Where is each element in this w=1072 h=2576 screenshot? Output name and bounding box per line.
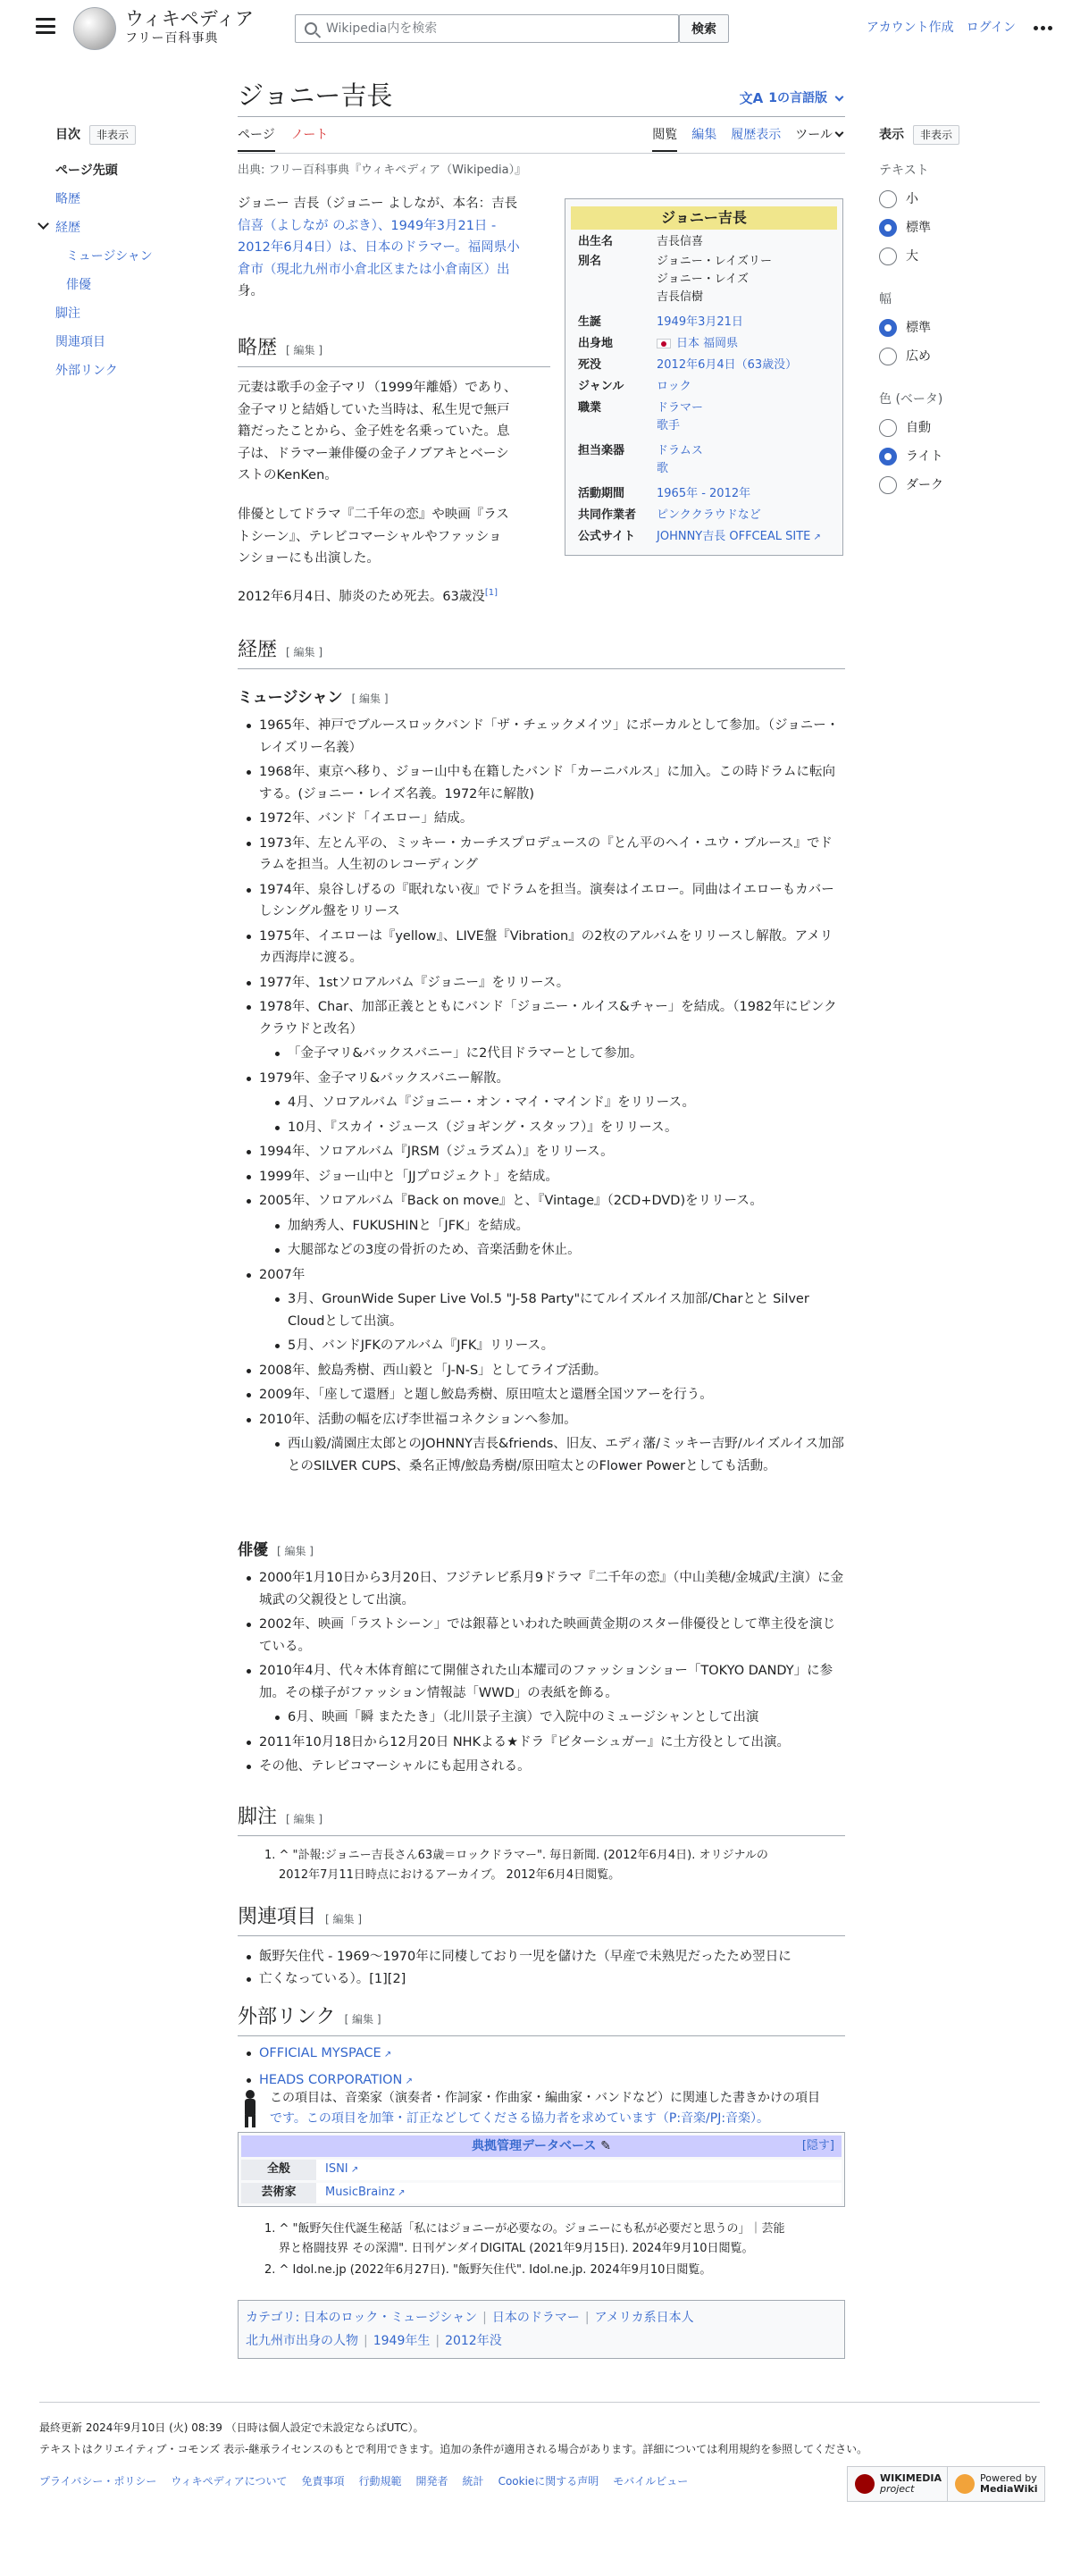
infobox-row bbox=[578, 357, 837, 374]
radio-button[interactable] bbox=[879, 348, 897, 365]
width-wide-radio[interactable] bbox=[879, 347, 931, 366]
search-box bbox=[295, 14, 679, 43]
bio-paragraph-3 bbox=[238, 586, 550, 608]
radio-label: 広め bbox=[906, 349, 931, 364]
heading-text: 経歴 bbox=[238, 639, 278, 661]
infobox-label bbox=[578, 289, 657, 306]
category-separator: | bbox=[482, 2311, 487, 2325]
reference-line: 界と格闘技界 その深淵". 日刊ゲンダイDIGITAL (2021年9月15日). 2024年9月10日閲覧。 bbox=[279, 2242, 754, 2255]
user-links bbox=[867, 18, 1052, 38]
footer-link-code-of-conduct[interactable]: 行動規範 bbox=[358, 2475, 402, 2488]
list-item-continued bbox=[238, 1968, 845, 1991]
intro-paragraph bbox=[238, 193, 550, 303]
toc-item-external-links[interactable]: 外部リンク bbox=[55, 364, 118, 378]
appearance-title: 表示 bbox=[879, 128, 904, 142]
title-divider bbox=[238, 116, 845, 117]
radio-label: 標準 bbox=[906, 221, 931, 235]
authority-value[interactable]: MusicBrainz ↗ bbox=[316, 2183, 842, 2203]
toc-item-bio[interactable]: 略歴 bbox=[55, 192, 80, 206]
infobox-value[interactable]: 1949年3月21日 bbox=[657, 315, 743, 329]
page-title: ジョニー吉長 bbox=[238, 80, 393, 111]
list-item: 10月、『スカイ・ジュース（ジョギング・スタッフ）』をリリース。 bbox=[238, 1117, 845, 1139]
infobox-row bbox=[578, 289, 837, 306]
list-item: 2000年1月10日から3月20日、フジテレビ系月9ドラマ『二千年の恋』（中山美穂/金城武/主演）に金城武の父親役として出演。 bbox=[238, 1567, 845, 1611]
related-line: 亡くなっている）。[1][2] bbox=[259, 1971, 406, 1986]
footer-divider bbox=[39, 2402, 1040, 2403]
musician-list bbox=[238, 715, 845, 1480]
color-dark-radio[interactable] bbox=[879, 475, 943, 495]
list-item: 1977年、1stソロアルバム『ジョニー』をリリース。 bbox=[238, 972, 845, 994]
infobox-label: 出身地 bbox=[578, 337, 614, 350]
infobox-title: ジョニー吉長 bbox=[571, 206, 837, 230]
footer-links bbox=[39, 2473, 688, 2490]
heads-corporation-link[interactable]: HEADS CORPORATION ↗ bbox=[259, 2073, 413, 2087]
infobox-row bbox=[578, 335, 837, 353]
edit-section-link[interactable]: [ 編集 ] bbox=[344, 2013, 381, 2026]
section-heading-musician bbox=[238, 686, 389, 710]
mediawiki-badge[interactable] bbox=[947, 2466, 1045, 2502]
infobox-row bbox=[578, 271, 837, 289]
edit-section-link[interactable]: [ 編集 ] bbox=[351, 692, 389, 705]
footer-link-mobile[interactable]: モバイルビュー bbox=[613, 2475, 689, 2488]
infobox-value: ジョニー・レイズ bbox=[657, 273, 749, 286]
heading-text: 略歴 bbox=[238, 337, 278, 359]
create-account-link[interactable]: アカウント作成 bbox=[866, 21, 954, 35]
list-item: 1968年、東京へ移り、ジョー山中も在籍したバンド「カーニバルス」に加入。この時ドラムに転向する。(ジョニー・レイズ名義。1972年に解散) bbox=[238, 761, 845, 805]
list-item: 2002年、映画「ラストシーン」では銀幕といわれた映画黄金期のスター俳優役として準主役を演じている。 bbox=[238, 1614, 845, 1657]
logo-title: ウィキペディア bbox=[125, 8, 255, 29]
infobox-value: 吉長信喜 bbox=[657, 235, 704, 248]
infobox-row bbox=[578, 442, 837, 460]
section-heading-bio bbox=[238, 334, 550, 367]
width-standard-radio[interactable] bbox=[879, 318, 931, 338]
bio-line: 2012年6月4日、肺炎のため死去。63歳没 bbox=[238, 590, 485, 604]
infobox-value[interactable]: ピンククラウドなど bbox=[657, 508, 761, 522]
infobox-value: ジョニー・レイズリー bbox=[657, 255, 772, 268]
badge-line: WIKIMEDIA bbox=[880, 2472, 942, 2484]
bio-line: 子は、ドラマー兼俳優の金子ノブアキとベーシ bbox=[238, 446, 509, 461]
site-header bbox=[0, 0, 1072, 59]
list-item: 「金子マリ&バックスバニー」に2代目ドラマーとして参加。 bbox=[238, 1043, 845, 1065]
chevron-down-icon bbox=[835, 129, 844, 138]
radio-button[interactable] bbox=[879, 248, 897, 265]
infobox-row bbox=[578, 314, 837, 331]
infobox-label: 別名 bbox=[578, 255, 602, 268]
badge-line: MediaWiki bbox=[980, 2483, 1038, 2495]
reference-link[interactable]: [1] bbox=[484, 588, 498, 599]
bio-paragraph-1 bbox=[238, 377, 550, 487]
infobox-label bbox=[578, 417, 657, 435]
radio-button-selected[interactable] bbox=[879, 448, 897, 466]
translate-icon: 文A bbox=[739, 90, 764, 106]
category-box bbox=[238, 2300, 845, 2359]
infobox-value[interactable]: ロック bbox=[657, 380, 691, 393]
tab-tools[interactable] bbox=[795, 125, 845, 152]
infobox-label: 共同作業者 bbox=[578, 508, 637, 522]
chevron-down-icon bbox=[835, 93, 844, 102]
list-item: 2008年、鮫島秀樹、西山毅と「J-N-S」としてライブ活動。 bbox=[238, 1360, 845, 1382]
infobox-label: ジャンル bbox=[578, 380, 624, 393]
infobox-value[interactable]: ドラムス bbox=[657, 444, 703, 457]
section-heading-actor bbox=[238, 1539, 314, 1563]
section-heading-notes bbox=[238, 1803, 845, 1836]
list-item: 3月、GrounWide Super Live Vol.5 "J-58 Party"にてルイズルイス加部/Charとと Silver Cloudとして出演。 bbox=[238, 1288, 845, 1332]
list-item: 1994年、ソロアルバム『JRSM（ジュラズム）』をリリース。 bbox=[238, 1141, 845, 1163]
stub-text bbox=[270, 2088, 820, 2129]
intro-line[interactable]: 倉市（現北九州市小倉北区または小倉南区）出 bbox=[238, 262, 510, 277]
infobox-label: 担当楽器 bbox=[578, 444, 625, 457]
logo-tagline: フリー百科事典 bbox=[125, 31, 219, 46]
infobox-row bbox=[578, 399, 837, 417]
infobox-value[interactable]: 歌手 bbox=[657, 419, 681, 432]
edit-section-link[interactable]: [ 編集 ] bbox=[325, 1913, 363, 1926]
text-size-large-radio[interactable] bbox=[879, 247, 918, 266]
list-item: 2010年4月、代々木体育館にて開催された山本耀司のファッションショー「TOKYO DANDY」に参加。その様子がファッション情報誌「WWD」の表紙を飾る。 bbox=[238, 1660, 845, 1704]
official-myspace-link[interactable]: OFFICIAL MYSPACE ↗ bbox=[259, 2046, 391, 2060]
tab-history[interactable]: 履歴表示 bbox=[731, 128, 782, 142]
text-size-standard-radio[interactable] bbox=[879, 218, 931, 238]
appearance-hide-button[interactable]: 非表示 bbox=[913, 125, 959, 145]
footer-link-about[interactable]: ウィキペディアについて bbox=[171, 2475, 288, 2488]
infobox-label: 出生名 bbox=[578, 235, 614, 248]
radio-label: 標準 bbox=[906, 321, 931, 335]
infobox-label bbox=[578, 271, 657, 289]
badge-line: project bbox=[880, 2483, 915, 2495]
section-heading-related bbox=[238, 1903, 845, 1936]
toc-item-related[interactable]: 関連項目 bbox=[55, 335, 105, 349]
toc-item-musician[interactable]: ミュージシャン bbox=[66, 249, 153, 264]
wikipedia-globe-logo[interactable] bbox=[73, 7, 116, 50]
infobox-value[interactable] bbox=[657, 335, 837, 353]
infobox-row bbox=[578, 460, 837, 478]
authority-label: 芸術家 bbox=[241, 2183, 316, 2203]
infobox-label: 職業 bbox=[578, 401, 602, 415]
main-menu-icon[interactable] bbox=[36, 18, 55, 34]
toc-item-actor[interactable]: 俳優 bbox=[66, 278, 91, 292]
namespace-tabs bbox=[238, 125, 328, 152]
toc-item-career[interactable]: 経歴 bbox=[55, 221, 80, 235]
footer-link-disclaimer[interactable]: 免責事項 bbox=[301, 2475, 345, 2488]
intro-line: 身。 bbox=[238, 284, 264, 298]
badge-line: Powered by bbox=[980, 2472, 1037, 2484]
category-separator: | bbox=[435, 2334, 440, 2348]
toc-item-notes[interactable]: 脚注 bbox=[55, 306, 80, 321]
source-note: 出典: フリー百科事典『ウィキペディア（Wikipedia）』 bbox=[238, 164, 527, 177]
color-label: 色 (ベータ) bbox=[879, 392, 943, 407]
toc-item-top[interactable]: ページ先頭 bbox=[55, 164, 118, 178]
list-item: 1973年、左とん平の、ミッキー・カーチスプロデュースの『とん平のヘイ・ユウ・ブルース』でドラムを担当。人生初のレコーディング bbox=[238, 833, 845, 877]
infobox-label: 活動期間 bbox=[578, 487, 625, 500]
tabs-divider bbox=[238, 153, 845, 154]
table-of-contents bbox=[55, 125, 198, 378]
edit-section-link[interactable]: [ 編集 ] bbox=[286, 344, 323, 357]
list-item: 1972年、バンド「イエロー」結成。 bbox=[238, 808, 845, 830]
footer-link-cookies[interactable]: Cookieに関する声明 bbox=[498, 2475, 599, 2488]
search-input[interactable] bbox=[324, 16, 678, 41]
category-link[interactable]: 2012年没 bbox=[445, 2334, 502, 2348]
list-item: 1974年、泉谷しげるの『眠れない夜』でドラムを担当。演奏はイエロー。同曲はイエローもカバーしシングル盤をリリース bbox=[238, 879, 845, 923]
edit-section-link[interactable]: [ 編集 ] bbox=[286, 1813, 323, 1825]
intro-line[interactable]: 2012年6月4日）は、日本のドラマー。福岡県小 bbox=[238, 240, 520, 255]
authority-row bbox=[241, 2160, 842, 2180]
list-item: 加納秀人、FUKUSHINと「JFK」を結成。 bbox=[238, 1215, 845, 1238]
heading-text: 俳優 bbox=[238, 1541, 268, 1559]
heading-text: ミュージシャン bbox=[238, 689, 343, 707]
list-item: 飯野矢住代 - 1969〜1970年に同棲しており一児を儲けた（早産で未熟児だったため翌日に bbox=[238, 1946, 845, 1968]
list-item: 2005年、ソロアルバム『Back on move』と、『Vintage』（2CD+DVD)をリリース。 bbox=[238, 1190, 845, 1212]
list-item bbox=[238, 2043, 845, 2067]
bio-line: 元妻は歌手の金子マリ（1999年離婚）であり、 bbox=[238, 381, 517, 395]
reference-line[interactable]: 1. ^ "飯野矢住代誕生秘話「私にはジョニーが必要なの。ジョニーにも私が必要だと思うの」｜芸能 bbox=[264, 2222, 785, 2236]
tab-note[interactable]: ノート bbox=[290, 128, 329, 142]
tab-page[interactable]: ページ bbox=[238, 125, 275, 152]
category-separator: | bbox=[584, 2311, 590, 2325]
authority-row bbox=[241, 2183, 842, 2203]
list-item: 西山毅/満園庄太郎とのJOHNNY吉長&friends、旧友、エディ藩/ミッキー吉野/ルイズルイス加部とのSILVER CUPS、桑名正博/鮫島秀樹/原田喧太とのFlower Powerとしても活動。 bbox=[238, 1433, 845, 1477]
toc-header bbox=[55, 125, 198, 145]
radio-button-selected[interactable] bbox=[879, 319, 897, 337]
badge-text bbox=[980, 2473, 1037, 2495]
infobox bbox=[565, 198, 843, 556]
radio-button-selected[interactable] bbox=[879, 219, 897, 237]
more-options-icon[interactable] bbox=[1034, 26, 1052, 30]
tab-read[interactable]: 閲覧 bbox=[652, 125, 677, 152]
width-label: 幅 bbox=[879, 292, 892, 306]
infobox-row bbox=[578, 528, 837, 547]
radio-button[interactable] bbox=[879, 190, 897, 208]
authority-label: 全般 bbox=[241, 2160, 316, 2180]
bio-paragraph-2 bbox=[238, 504, 550, 570]
infobox-value[interactable]: 1965年 - 2012年 bbox=[657, 487, 751, 500]
authority-value[interactable]: ISNI ↗ bbox=[316, 2160, 842, 2180]
related-list bbox=[238, 1946, 845, 1993]
category-link[interactable]: 日本のドラマー bbox=[491, 2311, 580, 2325]
intro-line: ジョニー 吉長（ジョニー よしなが、本名：吉長 bbox=[238, 197, 518, 211]
list-item: その他、テレビコマーシャルにも起用される。 bbox=[238, 1756, 845, 1778]
bio-line: 俳優としてドラマ『二千年の恋』や映画『ラス bbox=[238, 508, 509, 522]
list-item: 4月、ソロアルバム『ジョニー・オン・マイ・マインド』をリリース。 bbox=[238, 1092, 845, 1114]
bio-line: 金子マリと結婚していた当時は、私生児で無戸 bbox=[238, 402, 510, 417]
toc-collapse-chevron-icon[interactable] bbox=[38, 218, 49, 230]
appearance-header bbox=[879, 125, 1058, 145]
radio-button[interactable] bbox=[879, 476, 897, 494]
edit-pencil-icon[interactable]: ✎ bbox=[600, 2139, 611, 2153]
list-item: 2009年、「座して還暦」と題し鮫島秀樹、原田喧太と還暦全国ツアーを行う。 bbox=[238, 1384, 845, 1406]
musician-silhouette-icon bbox=[238, 2088, 263, 2129]
search-icon bbox=[305, 22, 317, 35]
list-item: 2010年、活動の幅を広げ李世福コネクションへ参加。 bbox=[238, 1409, 845, 1431]
bio-line: ンショーにも出演した。 bbox=[238, 551, 380, 566]
infobox-value[interactable]: 2012年6月4日（63歳没） bbox=[657, 358, 798, 372]
actor-list bbox=[238, 1567, 845, 1781]
intro-line[interactable]: 信喜（よしなが のぶき）、1949年3月21日 - bbox=[238, 218, 497, 233]
infobox-label bbox=[578, 460, 657, 478]
stub-line[interactable]: です。この項目を加筆・訂正などしてくださる協力者を求めています（P:音楽/PJ:音楽）。 bbox=[270, 2111, 770, 2126]
list-item: 1965年、神戸でブルースロックバンド「ザ・チェックメイツ」にボーカルとして参加。（ジョニー・レイズリー名義） bbox=[238, 715, 845, 759]
wikimedia-logo-icon bbox=[855, 2474, 875, 2494]
radio-label: ダーク bbox=[906, 478, 943, 492]
infobox-row bbox=[578, 253, 837, 271]
edit-section-link[interactable]: [ 編集 ] bbox=[277, 1545, 314, 1557]
infobox-row bbox=[578, 507, 837, 524]
wikipedia-wordmark[interactable] bbox=[125, 7, 254, 46]
footer-link-statistics[interactable]: 統計 bbox=[462, 2475, 484, 2488]
wikimedia-badge[interactable] bbox=[847, 2466, 950, 2502]
radio-button[interactable] bbox=[879, 419, 897, 437]
list-item: 1979年、金子マリ&バックスバニー解散。 bbox=[238, 1068, 845, 1090]
authority-control-box bbox=[238, 2132, 845, 2207]
footer-link-developers[interactable]: 開発者 bbox=[415, 2475, 448, 2488]
license-text: テキストはクリエイティブ・コモンズ 表示-継承ライセンスのもとで利用できます。追加の条件が適用される場合があります。詳細については利用規約を参照してください。 bbox=[39, 2443, 868, 2455]
infobox-value[interactable]: JOHNNY吉長 OFFCEAL SITE ↗ bbox=[657, 528, 837, 547]
radio-label: ライト bbox=[906, 449, 943, 464]
text-size-label: テキスト bbox=[879, 164, 929, 178]
heading-text: 関連項目 bbox=[238, 1906, 317, 1928]
last-updated: 最終更新 2024年9月10日 (火) 08:39 （日時は個人設定で未設定ならばUTC）。 bbox=[39, 2421, 424, 2434]
category-separator: | bbox=[364, 2334, 368, 2348]
color-light-radio[interactable] bbox=[879, 447, 943, 466]
birthplace-text[interactable]: 日本 福岡県 bbox=[676, 337, 739, 350]
list-item: 2007年 bbox=[238, 1264, 845, 1287]
color-auto-radio[interactable] bbox=[879, 418, 931, 438]
infobox-value: 吉長信樹 bbox=[657, 290, 704, 304]
login-link[interactable]: ログイン bbox=[966, 21, 1016, 35]
view-tabs bbox=[652, 125, 845, 152]
infobox-label: 死没 bbox=[578, 358, 602, 372]
authority-hide-link[interactable]: [隠す] bbox=[801, 2139, 834, 2152]
reference-line[interactable]: 2. ^ Idol.ne.jp (2022年6月27日). "飯野矢住代". Idol.ne.jp. 2024年9月10日閲覧。 bbox=[264, 2263, 712, 2277]
bio-line: ストのKenKen。 bbox=[238, 468, 338, 482]
footer-link-privacy[interactable]: プライバシー・ポリシー bbox=[39, 2475, 157, 2488]
list-item: 1999年、ジョー山中と「JJプロジェクト」を結成。 bbox=[238, 1166, 845, 1188]
list-item: 大腿部などの3度の骨折のため、音楽活動を休止。 bbox=[238, 1239, 845, 1262]
infobox-row bbox=[578, 233, 837, 251]
footnote-line[interactable]: 1. ^ "訃報:ジョニー吉長さん63歳＝ロックドラマー". 毎日新聞. (2012年6月4日). オリジナルの bbox=[264, 1849, 768, 1862]
list-item: 5月、バンドJFKのアルバム『JFK』リリース。 bbox=[238, 1335, 845, 1357]
infobox-value[interactable]: ドラマー bbox=[657, 401, 704, 415]
badge-text bbox=[880, 2473, 942, 2495]
stub-line: この項目は、音楽家（演奏者・作詞家・作曲家・編曲家・バンドなど）に関連した書きかけの項目 bbox=[270, 2091, 820, 2105]
stub-notice bbox=[238, 2088, 845, 2129]
infobox-row bbox=[578, 417, 837, 435]
infobox-value[interactable]: 歌 bbox=[657, 462, 669, 475]
text-size-small-radio[interactable] bbox=[879, 189, 918, 209]
language-count: 1の言語版 bbox=[768, 90, 827, 105]
list-item: 6月、映画「瞬 またたき」（北川景子主演）で入院中のミュージシャンとして出演 bbox=[238, 1707, 845, 1729]
mediawiki-sunflower-icon bbox=[955, 2474, 975, 2494]
category-link[interactable]: カテゴリ: 日本のロック・ミュージシャン bbox=[246, 2311, 478, 2325]
category-link[interactable]: 1949年生 bbox=[373, 2334, 431, 2348]
infobox-row bbox=[578, 485, 837, 503]
japan-flag-icon bbox=[657, 339, 671, 348]
radio-label: 自動 bbox=[906, 421, 931, 435]
radio-label: 大 bbox=[906, 249, 918, 264]
bio-line: トシーン』、テレビコマーシャルやファッショ bbox=[238, 529, 502, 544]
authority-header bbox=[241, 2135, 842, 2157]
list-item: 1978年、Char、加部正義とともにバンド「ジョニー・ルイス&チャー」を結成。（1982年にピンククラウドと改名） bbox=[238, 996, 845, 1040]
language-button[interactable] bbox=[740, 88, 845, 109]
authority-title[interactable]: 典拠管理データベース bbox=[472, 2139, 597, 2153]
heading-text: 外部リンク bbox=[238, 2006, 336, 2028]
toc-hide-button[interactable]: 非表示 bbox=[89, 125, 136, 145]
tab-edit[interactable]: 編集 bbox=[691, 128, 717, 142]
search-button[interactable]: 検索 bbox=[679, 14, 729, 43]
radio-label: 小 bbox=[906, 192, 918, 206]
infobox-label: 公式サイト bbox=[578, 530, 636, 543]
category-link[interactable]: 北九州市出身の人物 bbox=[246, 2334, 358, 2348]
list-item: 2011年10月18日から12月20日 NHKよる★ドラ『ビターシュガー』に土方役として出演。 bbox=[238, 1732, 845, 1754]
bio-line: 籍だったことから、金子姓を名乗っていた。息 bbox=[238, 424, 510, 439]
tools-label: ツール bbox=[795, 128, 833, 142]
section-heading-career bbox=[238, 636, 845, 669]
toc-title: 目次 bbox=[55, 128, 80, 142]
list-item: 1975年、イエローは『yellow』、LIVE盤『Vibration』の2枚のアルバムをリリースし解散。アメリカ西海岸に渡る。 bbox=[238, 926, 845, 969]
section-heading-external-links bbox=[238, 2003, 845, 2036]
heading-text: 脚注 bbox=[238, 1806, 278, 1828]
appearance-panel bbox=[879, 125, 1058, 492]
category-link[interactable]: アメリカ系日本人 bbox=[594, 2311, 694, 2325]
infobox-label: 生誕 bbox=[578, 315, 602, 329]
footnote-line: 2012年7月11日時点におけるアーカイブ。 2012年6月4日閲覧。 bbox=[279, 1868, 621, 1882]
infobox-row bbox=[578, 378, 837, 396]
edit-section-link[interactable]: [ 編集 ] bbox=[286, 646, 323, 659]
